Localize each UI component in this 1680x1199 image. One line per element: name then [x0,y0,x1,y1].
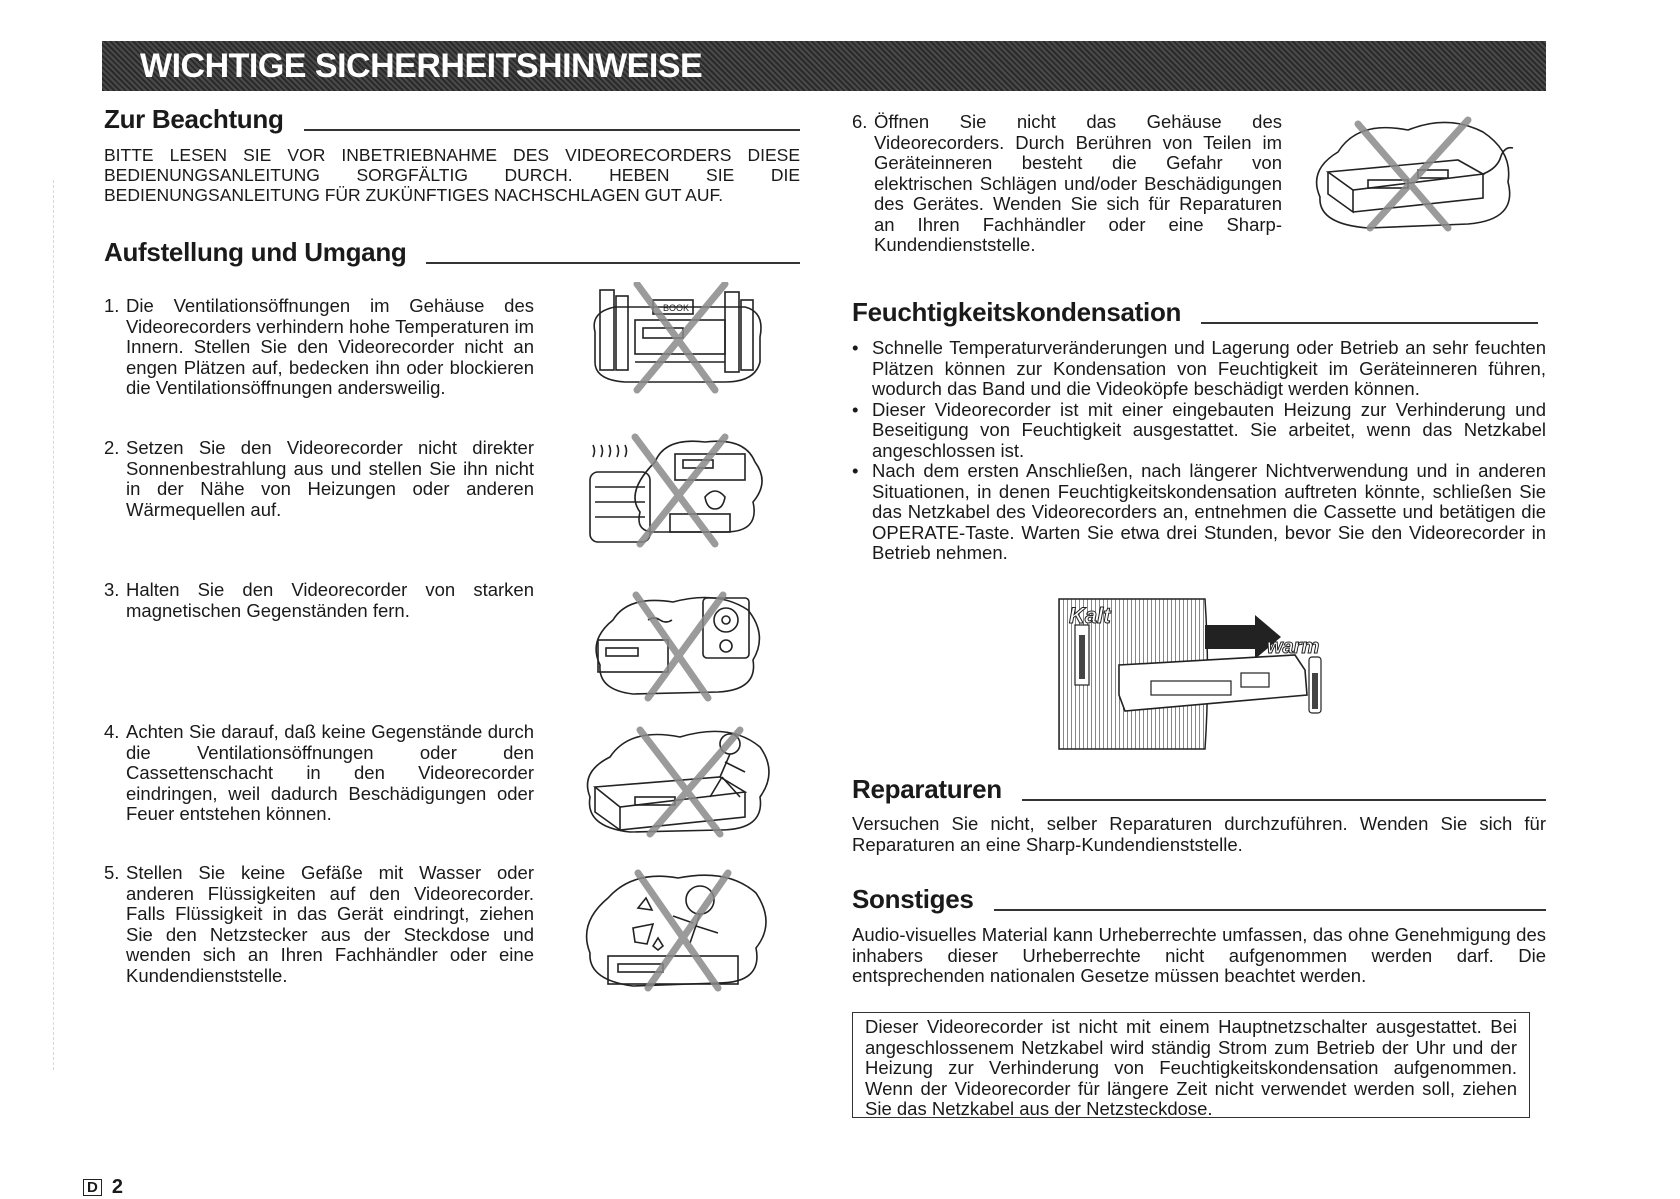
list-item [104,722,534,825]
sonstiges-text: Audio-visuelles Material kann Urheberrechte umfassen, das ohne Genehmigung des inhabers dieser Urheberrechte nicht aufgenommen werden darf. Die entsprechenden nationalen Gesetze müssen beachtet werden. [852,924,1546,986]
heading-beachtung-title: Zur Beachtung [104,104,284,134]
list-item-text: Dieser Videorecorder ist mit einer eingebauten Heizung zur Verhinderung und Beseitigung von Feuchtigkeit ausgestattet. Sie arbeitet, wenn das Netzkabel angeschlossen ist. [872,398,1546,461]
heading-aufstellung-title: Aufstellung und Umgang [104,237,407,267]
cold-warm-illustration [1055,595,1335,753]
vcr-magnet-illustration [588,590,768,702]
list-item [104,296,534,399]
divider [994,909,1546,911]
list-item-text: Nach dem ersten Anschließen, nach längerer Nichtverwendung und in anderen Situationen, in denen Feuchtigkeitskondensation auftreten könnte, schließen Sie das Netzkabel des Videorecorders an, entnehmen die Cassette und betätigen die OPERATE-Taste. Warten Sie etwa drei Stunden, bevor Sie den Videorecorder in Betrieb nehmen. [872,460,1546,563]
heading-reparaturen [852,774,1546,804]
heading-aufstellung [104,237,800,267]
page-number-value: 2 [111,1176,123,1198]
list-item-text: Setzen Sie den Videorecorder nicht direkter Sonnenbestrahlung aus und stellen Sie ihn nicht in der Nähe von Heizungen oder anderen Wärmequellen auf. [126,437,534,520]
condensation-bullet-list [852,338,1546,564]
list-item-text: Öffnen Sie nicht das Gehäuse des Videorecorders. Durch Berühren von Teilen im Geräteinneren besteht die Gefahr von elektrischen Schlägen und/oder Beschädigungen des Gerätes. Wenden Sie sich für Reparaturen an Ihren Fachhändler oder eine Sharp-Kundendienststelle. [874,111,1282,255]
margin-rule [53,180,54,1070]
list-item [852,461,1546,564]
list-item [104,438,534,520]
list-item-text: Die Ventilationsöffnungen im Gehäuse des Videorecorders verhindern hohe Temperaturen im Innern. Stellen Sie den Videorecorder nicht an engen Plätzen auf, bedecken ihn oder blockieren die Ventilationsöffnungen andersweilig. [126,295,534,398]
bullet-icon: • [852,460,859,481]
bullet-icon: • [852,398,859,420]
heading-sonstiges [852,884,1546,914]
list-item [104,580,534,621]
list-item [852,112,1282,256]
divider [1022,799,1546,801]
language-badge: D [83,1179,102,1196]
list-item-text: Halten Sie den Videorecorder von starken magnetischen Gegenständen fern. [126,579,534,621]
svg-text:BOOK: BOOK [663,303,690,313]
list-item-number: 2. [104,437,120,458]
vcr-open-case-illustration [1308,112,1526,236]
heading-reparaturen-title: Reparaturen [852,774,1002,804]
vcr-heat-illustration [585,432,770,550]
list-item-number: 5. [104,862,120,883]
list-item-number: 3. [104,579,120,600]
list-item-number: 1. [104,295,120,316]
warm-label: warm [1267,636,1320,658]
list-item-text: Achten Sie darauf, daß keine Gegenstände durch die Ventilationsöffnungen oder den Cassettenschacht in den Videorecorder eindringen, weil dadurch Beschädigungen oder Feuer entstehen können. [126,721,534,824]
list-item-number: 4. [104,721,120,742]
heading-feuchtigkeit [852,297,1538,327]
divider [1201,322,1538,324]
title-banner [102,41,1546,91]
power-switch-notice: Dieser Videorecorder ist nicht mit einem Hauptnetzschalter ausgestattet. Bei angeschlossenem Netzkabel wird ständig Strom zum Betrieb der Uhr und der Heizung zur Verhinderung von Feuchtigkeitskondensation aufgenommen. Wenn der Videorecorder für längere Zeit nicht verwendet werden soll, ziehen Sie das Netzkabel aus der Netzsteckdose. [852,1012,1530,1118]
vcr-covered-illustration [585,282,770,394]
heading-feuchtigkeit-title: Feuchtigkeitskondensation [852,297,1182,327]
list-item [104,863,534,986]
list-item-text: Stellen Sie keine Gefäße mit Wasser oder anderen Flüssigkeiten auf den Videorecorder. Falls Flüssigkeit in das Gerät eindringt, ziehen Sie den Netzstecker aus der Steckdose und wenden sich an Ihren Fachhändler oder eine Kundendienststelle. [126,862,534,986]
banner-title: WICHTIGE SICHERHEITSHINWEISE [140,47,703,85]
heading-beachtung [104,104,800,134]
list-item [852,400,1546,462]
beachtung-text: BITTE LESEN SIE VOR INBETRIEBNAHME DES VIDEORECORDERS DIESE BEDIENUNGSANLEITUNG SORGFÄLTIG DURCH. HEBEN SIE DIE BEDIENUNGSANLEITUNG FÜR ZUKÜNFTIGES NACHSCHLAGEN GUT AUF. [104,145,800,205]
heading-sonstiges-title: Sonstiges [852,884,974,914]
list-item [852,338,1546,400]
list-item-number: 6. [852,111,868,132]
divider [304,129,800,131]
list-item-text: Schnelle Temperaturveränderungen und Lagerung oder Betrieb an sehr feuchten Plätzen können zur Kondensation von Feuchtigkeit im Geräteinneren führen, wodurch das Band und die Videoköpfe beschädigt werden können. [872,337,1546,399]
vcr-liquid-illustration [578,868,778,993]
page-number [83,1176,123,1199]
divider [426,262,800,264]
cold-label: Kalt [1069,603,1111,628]
bullet-icon: • [852,337,859,358]
reparaturen-text: Versuchen Sie nicht, selber Reparaturen durchzuführen. Wenden Sie sich für Reparaturen an eine Sharp-Kundendienststelle. [852,813,1546,855]
vcr-foreign-object-illustration [580,722,780,840]
